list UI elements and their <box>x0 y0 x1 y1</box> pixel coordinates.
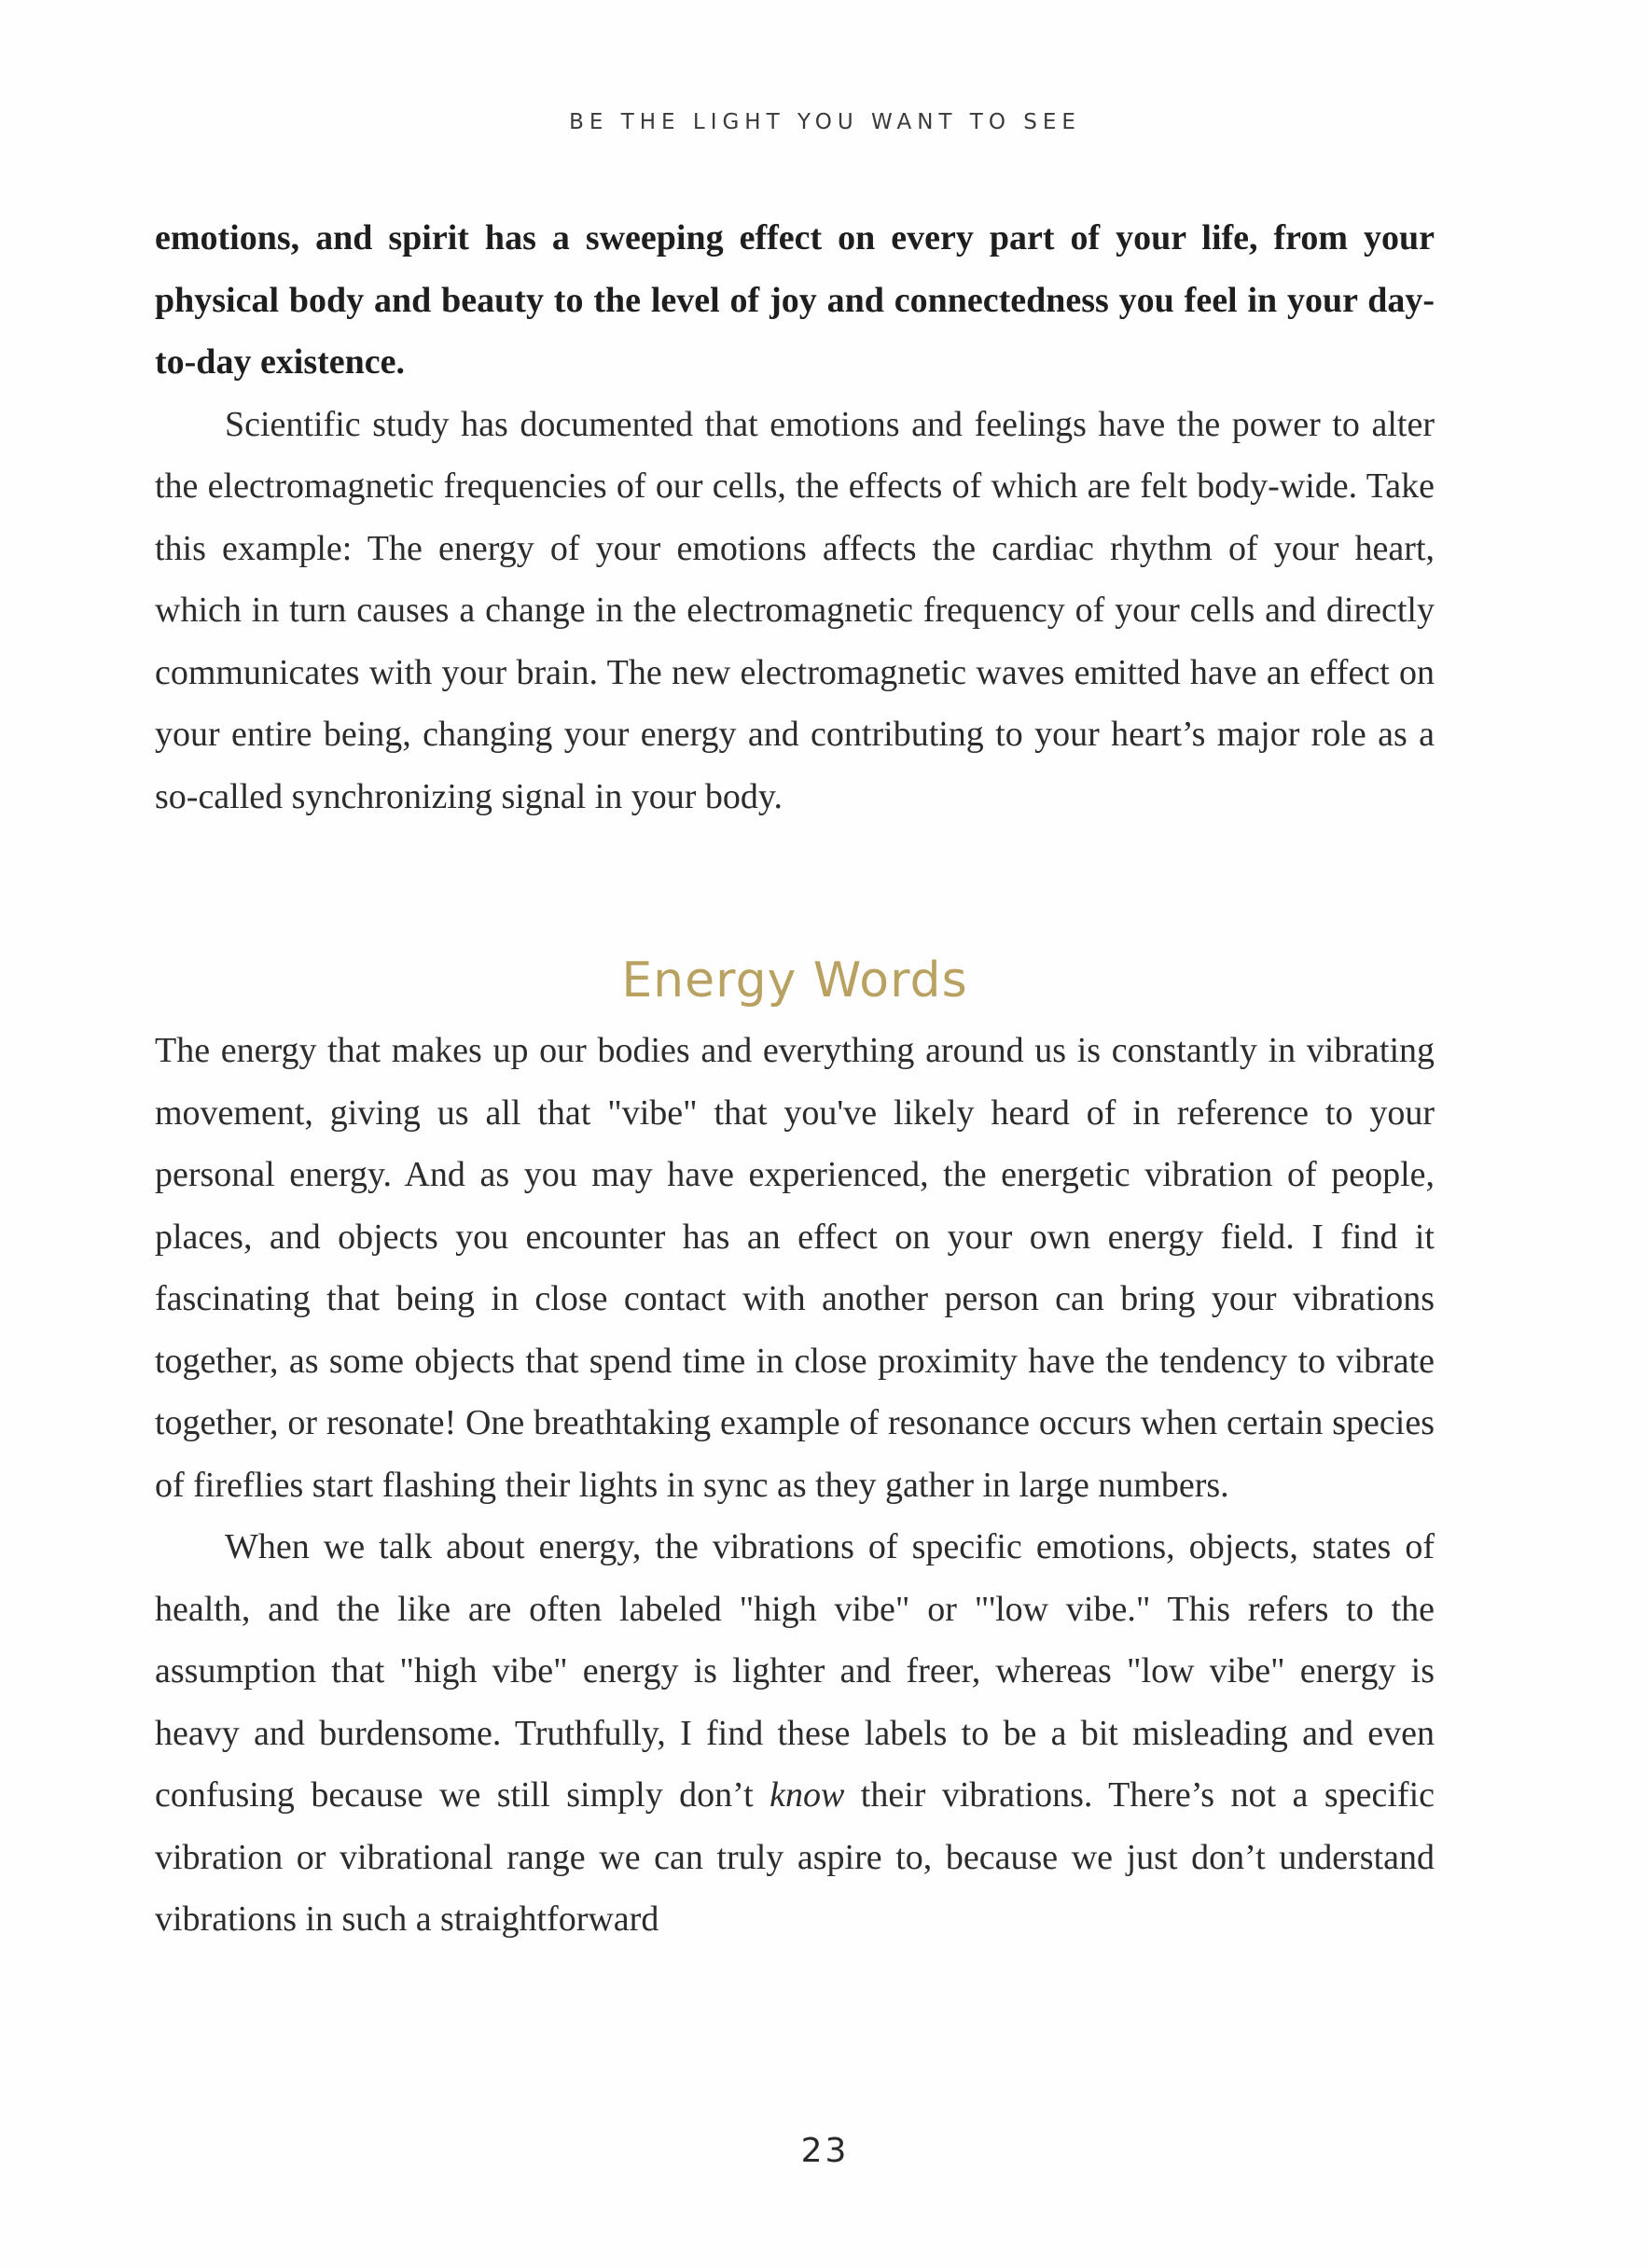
page-number: 23 <box>800 2132 850 2170</box>
paragraph-text: When we talk about energy, the vibrations of specific emotions, objects, states of health, and the like are often labeled "high vibe" or "'low vibe." This refers to the assumption that "high vibe" energy is lighter and freer, whereas "low vibe" energy is heavy and burdensome. Truthfully, I find these labels to be a bit misleading and even confusing because we still simply don’t <box>155 1527 1435 1815</box>
body-paragraph <box>155 1516 1435 1951</box>
body-paragraph: The energy that makes up our bodies and everything around us is constantly in vibrating movement, giving us all that "vibe" that you've likely heard of in reference to your personal energy. And as you may have experienced, the energetic vibration of people, places, and objects you encounter has an effect on your own energy field. I find it fascinating that being in close contact with another person can bring your vibrations together, as some objects that spend time in close proximity have the tendency to vibrate together, or resonate! One breathtaking example of resonance occurs when certain species of fireflies start flashing their lights in sync as they gather in large numbers. <box>155 1031 1435 1505</box>
paragraph-text: their vibrations. There’s not a specific vibration or vibrational range we can truly aspire to, because we just don’t understand vibrations in such a straightforward <box>155 1775 1435 1939</box>
running-header: BE THE LIGHT YOU WANT TO SEE <box>569 110 1081 134</box>
emphasized-word: know <box>770 1775 845 1815</box>
section-heading: Energy Words <box>621 953 968 1009</box>
body-paragraph: Scientific study has documented that emotions and feelings have the power to alter the electromagnetic frequencies of our cells, the effects of which are felt body-wide. Take this example: The energy of your emotions affects the cardiac rhythm of your heart, which in turn causes a change in the electromagnetic frequency of your cells and directly communicates with your brain. The new electromagnetic waves emitted have an effect on your entire being, changing your energy and contributing to your heart’s major role as a so-called synchronizing signal in your body. <box>155 404 1435 816</box>
bold-continuation-paragraph: emotions, and spirit has a sweeping effect on every part of your life, from your physical body and beauty to the level of joy and connectedness you feel in your day-to-day existence. <box>155 218 1435 382</box>
page-body <box>155 207 1435 1951</box>
